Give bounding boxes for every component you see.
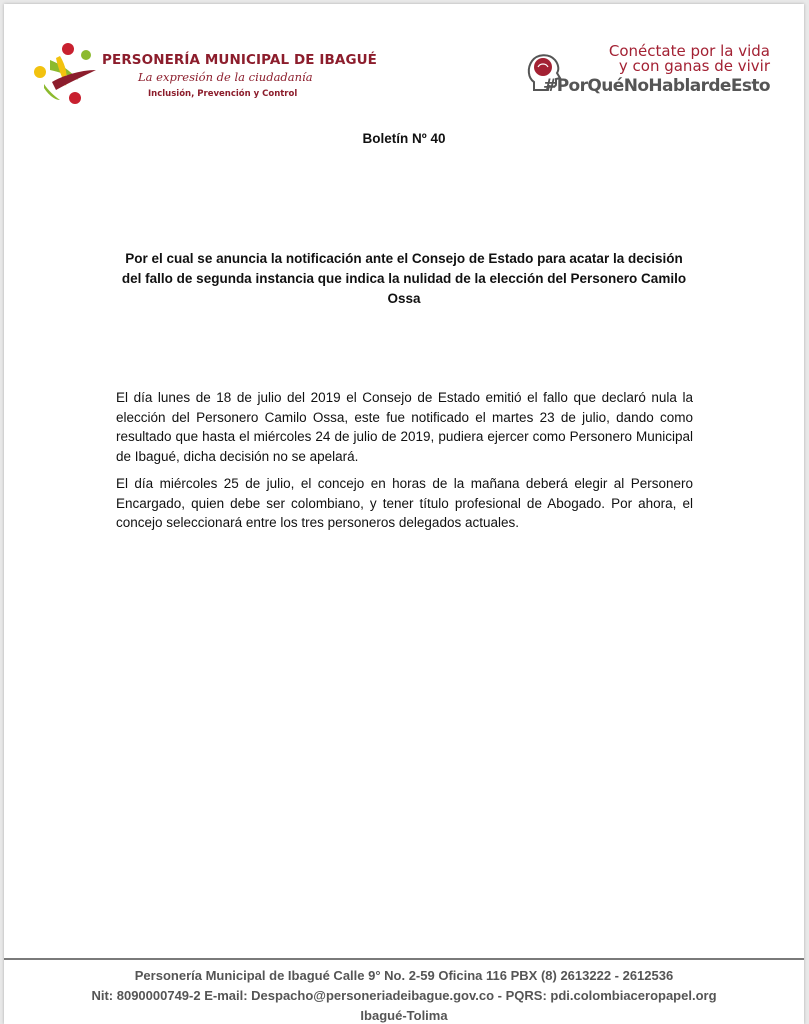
org-subline: Inclusión, Prevención y Control bbox=[148, 89, 298, 99]
footer-contact-line: Nit: 8090000749-2 E-mail: Despacho@personeriadeibague.gov.co - PQRS: pdi.colombiaceropapel.org bbox=[91, 988, 717, 1003]
bulletin-body bbox=[116, 388, 693, 541]
footer-address-line: Personería Municipal de Ibagué Calle 9° No. 2-59 Oficina 116 PBX (8) 2613222 - 2612536 bbox=[134, 968, 674, 983]
footer-divider bbox=[4, 958, 804, 960]
campaign-logo bbox=[524, 42, 774, 106]
campaign-slogan-line2: y con ganas de vivir bbox=[618, 57, 770, 75]
document-page bbox=[4, 4, 804, 1024]
footer-city-line: Ibagué-Tolima bbox=[360, 1008, 448, 1023]
org-name: PERSONERÍA MUNICIPAL DE IBAGUÉ bbox=[102, 52, 378, 68]
footer bbox=[4, 966, 804, 1024]
bulletin-subject: Por el cual se anuncia la notificación ante el Consejo de Estado para acatar la decisión del fallo de segunda instancia que indica la nulidad de la elección del Personero Camilo Ossa bbox=[121, 251, 687, 306]
personeria-logo bbox=[30, 40, 390, 110]
personeria-emblem-icon bbox=[30, 40, 102, 108]
bulletin-title: Boletín Nº 40 bbox=[362, 131, 446, 146]
body-paragraph: El día lunes de 18 de julio del 2019 el Consejo de Estado emitió el fallo que declaró nula la elección del Personero Camilo Ossa, este fue notificado el martes 23 de julio, dando como resultado que hasta el miércoles 24 de julio de 2019, pudiera ejercer como Personero Municipal de Ibagué, dicha decisión no se apelará. bbox=[116, 390, 693, 464]
campaign-hashtag: #PorQuéNoHablardeEsto bbox=[543, 76, 770, 96]
org-tagline: La expresión de la ciudadanía bbox=[138, 70, 313, 84]
body-paragraph: El día miércoles 25 de julio, el concejo en horas de la mañana deberá elegir al Personero Encargado, quien debe ser colombiano, y tener título profesional de Abogado. Por ahora, el concejo seleccionará entre los tres personeros delegados actuales. bbox=[116, 476, 693, 530]
campaign-slogan-line1: Conéctate por la vida bbox=[608, 42, 770, 60]
